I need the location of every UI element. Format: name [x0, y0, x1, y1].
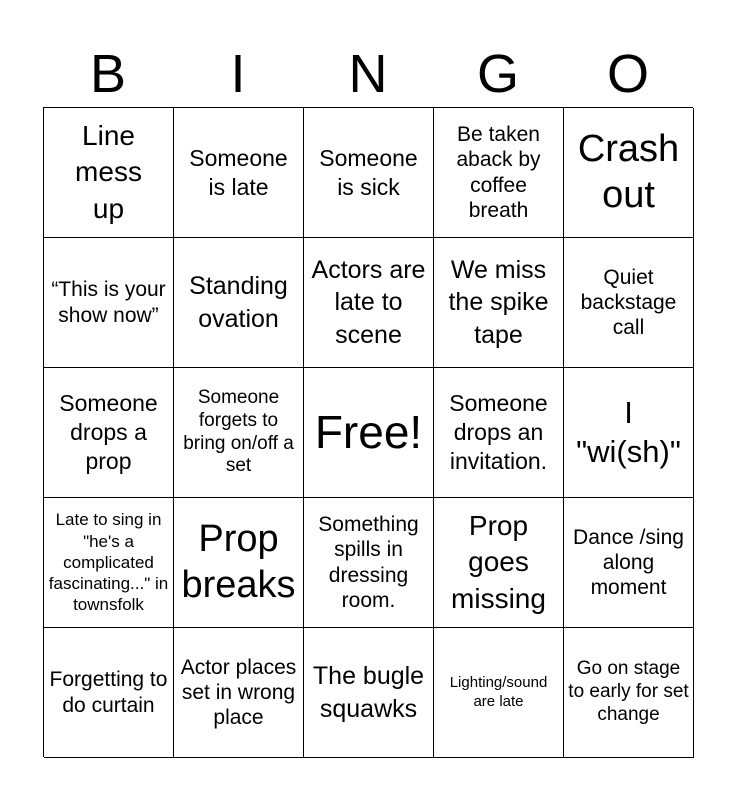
cell-text: Prop breaks [181, 517, 296, 606]
bingo-cell[interactable] [44, 238, 174, 368]
cell-text: Someone forgets to bring on/off a set [183, 386, 294, 477]
cell-text: Crash out [577, 127, 680, 216]
bingo-cell[interactable] [174, 498, 304, 628]
bingo-cell[interactable] [304, 628, 434, 758]
cell-text: Actors are late to scene [311, 255, 426, 349]
header-letter-i: I [230, 44, 246, 104]
cell-text: Someone drops an invitation. [449, 390, 548, 474]
cell-text: Be taken aback by coffee breath [456, 123, 541, 222]
bingo-cell[interactable] [434, 498, 564, 628]
bingo-cell[interactable] [174, 108, 304, 238]
bingo-cell[interactable] [304, 238, 434, 368]
bingo-cell[interactable] [564, 238, 694, 368]
bingo-header [43, 40, 693, 108]
bingo-cell[interactable] [564, 108, 694, 238]
cell-text: Late to sing in "he's a complicated fascinating..." in townsfolk [48, 510, 169, 615]
cell-text: Someone drops a prop [59, 390, 158, 474]
header-letter-o: O [606, 44, 649, 104]
cell-text: Lighting/sound are late [449, 673, 548, 710]
bingo-cell[interactable] [434, 108, 564, 238]
header-letter-n: N [348, 44, 388, 104]
free-space-cell[interactable] [304, 368, 434, 498]
bingo-cell[interactable] [434, 368, 564, 498]
cell-text: Prop goes missing [451, 509, 546, 614]
bingo-cell[interactable] [174, 628, 304, 758]
bingo-cell[interactable] [304, 108, 434, 238]
cell-text: Someone is late [189, 144, 288, 200]
cell-text: Go on stage to early for set change [568, 658, 689, 725]
cell-text: Someone is sick [319, 144, 418, 200]
header-letter-g: G [476, 44, 519, 104]
bingo-cell[interactable] [434, 238, 564, 368]
cell-text: Forgetting to do curtain [49, 668, 168, 717]
cell-text: “This is your show now” [51, 278, 166, 327]
bingo-cell[interactable] [304, 498, 434, 628]
cell-text: I "wi(sh)" [576, 394, 681, 469]
free-space-text: Free! [314, 406, 423, 459]
cell-text: Something spills in dressing room. [318, 513, 419, 612]
bingo-grid [43, 107, 693, 757]
bingo-cell[interactable] [434, 628, 564, 758]
cell-text: Quiet backstage call [580, 265, 677, 340]
cell-text: The bugle squawks [312, 662, 425, 723]
bingo-cell[interactable] [174, 238, 304, 368]
bingo-cell[interactable] [174, 368, 304, 498]
bingo-cell[interactable] [44, 628, 174, 758]
bingo-cell[interactable] [564, 498, 694, 628]
cell-text: Actor places set in wrong place [180, 655, 297, 730]
bingo-cell[interactable] [44, 108, 174, 238]
cell-text: Standing ovation [189, 272, 288, 333]
bingo-cell[interactable] [44, 368, 174, 498]
bingo-cell[interactable] [564, 368, 694, 498]
bingo-cell[interactable] [44, 498, 174, 628]
cell-text: Line mess up [75, 119, 142, 224]
header-letter-b: B [89, 44, 127, 104]
bingo-cell[interactable] [564, 628, 694, 758]
cell-text: We miss the spike tape [448, 255, 549, 349]
cell-text: Dance /sing along moment [573, 525, 684, 600]
